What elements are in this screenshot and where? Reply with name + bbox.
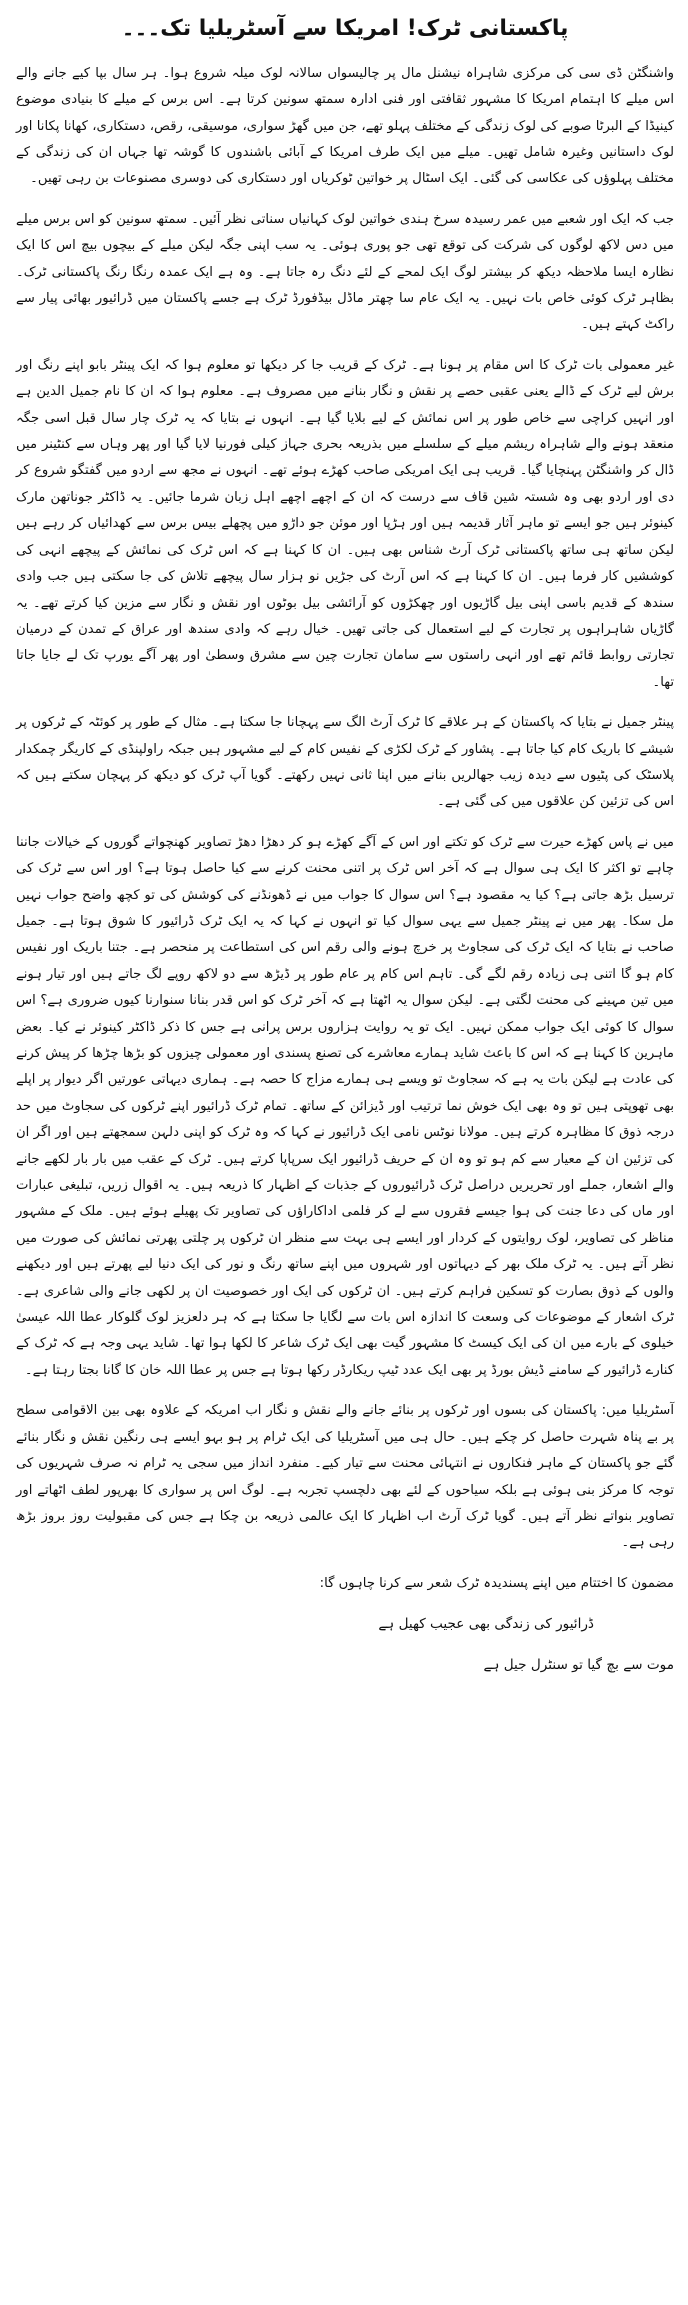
verse-line: موت سے بچ گیا تو سنٹرل جیل ہے	[483, 1657, 674, 1674]
paragraph: غیر معمولی بات ٹرک کا اس مقام پر ہونا ہے۔ ٹرک کے قریب جا کر دیکھا تو معلوم ہوا کہ ایک پینٹر بابو اپنے رنگ اور برش لیے ٹرک کے ڈالے یعنی عقبی حصے پر نقش و نگار بنانے میں مصروف ہے۔ معلوم ہوا کہ ان کا نام جمیل الدین ہے اور انہیں کراچی سے خاص طور پر اس نمائش کے لیے بلایا گیا ہے۔ انہوں نے بتایا کہ یہ ٹرک چار سال قبل اسی جگہ منعقد ہونے والے شاہراہ ریشم میلے کے سلسلے میں بذریعہ بحری جہاز کیلی فورنیا لایا گیا اور پھر وہاں سے کنٹینر میں ڈال کر واشنگٹن پہنچایا گیا۔ قریب ہی ایک امریکی صاحب کھڑے ہوئے تھے۔ انہوں نے مجھ سے اردو میں گفتگو شروع کر دی اور اردو بھی وہ شستہ شین قاف سے درست کہ ان کے اچھے اچھے اہل زبان شرما جائیں۔ یہ ڈاکٹر جوناتھن مارک کینوئر ہیں جو ایسے تو ماہر آثار قدیمہ ہیں اور ہڑپا اور موئن جو داڑو میں پچھلے بیس برس سے کھدائیاں کر رہے ہیں لیکن ساتھ ہی ساتھ پاکستانی ٹرک آرٹ شناس بھی ہیں۔ ان کا کہنا ہے کہ اس ٹرک کی نمائش کے پیچھے انہی کی کوششیں کار فرما ہیں۔ ان کا کہنا ہے کہ اس آرٹ کی جڑیں نو ہزار سال پیچھے تلاش کی جا سکتی ہیں جب وادی سندھ کے قدیم باسی اپنی بیل گاڑیوں اور چھکڑوں کو آرائشی بیل بوٹوں اور نقش و نگار سے مزین کیا کرتے تھے۔ یہ گاڑیاں شاہراہوں پر تجارت کے لیے استعمال کی جاتی تھیں۔ خیال رہے کہ وادی سندھ اور عراق کے تمدن کے درمیان تجارتی روابط قائم تھے اور انہی راستوں سے سامان تجارت چین سے مشرق وسطیٰ اور پھر آگے یورپ تک لے جایا جاتا تھا۔	[16, 357, 674, 690]
paragraph: واشنگٹن ڈی سی کی مرکزی شاہراہ نیشنل مال پر چالیسواں سالانہ لوک میلہ شروع ہوا۔ ہر سال بپا کیے جانے والے اس میلے کا اہتمام امریکا کا مشہور ثقافتی اور فنی ادارہ سمتھ سونین کرتا ہے۔ اس برس کے میلے کا بنیادی موضوع کینیڈا کے البرٹا صوبے کی لوک زندگی کے مختلف پہلو تھے، جن میں گھڑ سواری، موسیقی، رقص، دستکاری، کھانا پکانا اور لوک داستانیں وغیرہ شامل تھیں۔ میلے میں ایک طرف امریکا کے آبائی باشندوں کا گوشہ تھا جہاں ان کی زندگی کے مختلف پہلوؤں کی عکاسی کی گئی۔ ایک اسٹال پر خواتین ٹوکریاں اور دستکاری کی دوسری مصنوعات بن رہی تھیں۔	[16, 65, 674, 187]
paragraph: آسٹریلیا میں: پاکستان کی بسوں اور ٹرکوں پر بنائے جانے والے نقش و نگار اب امریکہ کے علاوہ بھی بین الاقوامی سطح پر بے پناہ شہرت حاصل کر چکے ہیں۔ حال ہی میں آسٹریلیا کی ایک ٹرام پر ہو بہو ایسے ہی رنگین نقش و نگار بنائے گئے جو پاکستان کے ماہر فنکاروں نے انتہائی محنت سے تیار کیے۔ منفرد انداز میں سجی یہ ٹرام نہ صرف شہریوں کی توجہ کا مرکز بنی ہوئی ہے بلکہ سیاحوں کے لئے بھی دلچسپ تجربہ ہے۔ لوگ اس پر سواری کا بھرپور لطف اٹھاتے اور تصاویر بنواتے نظر آتے ہیں۔ گویا ٹرک آرٹ اب اظہار کا ایک عالمی ذریعہ بن چکا ہے جس کی مقبولیت روز بروز بڑھ رہی ہے۔	[16, 1403, 674, 1551]
paragraph: میں نے پاس کھڑے حیرت سے ٹرک کو تکتے اور اس کے آگے کھڑے ہو کر دھڑا دھڑ تصاویر کھنچواتے گوروں کے خیالات جاننا چاہے تو اکثر کا ایک ہی سوال ہے کہ آخر اس ٹرک پر اتنی محنت کرنے سے کیا حاصل ہوتا ہے؟ اور اس سے ٹرک کی ترسیل بڑھ جاتی ہے؟ کیا یہ مقصود ہے؟ اس سوال کا جواب میں نے ڈھونڈنے کی کوشش کی تو کچھ واضح جواب نہیں مل سکا۔ پھر میں نے پینٹر جمیل سے یہی سوال کیا تو انہوں نے کہا کہ یہ ایک ٹرک ڈرائیور کا شوق ہوتا ہے۔ جمیل صاحب نے بتایا کہ ایک ٹرک کی سجاوٹ پر خرچ ہونے والی رقم اس کی استطاعت پر منحصر ہے۔ جتنا باریک اور نفیس کام ہو گا اتنی ہی زیادہ رقم لگے گی۔ تاہم اس کام پر عام طور پر ڈیڑھ سے دو لاکھ روپے لگ جاتے ہیں اور تیار ہونے میں تین مہینے کی محنت لگتی ہے۔ لیکن سوال یہ اٹھتا ہے کہ آخر ٹرک کو اس قدر بنانا سنوارنا کیوں ضروری ہے؟ اس سوال کا کوئی ایک جواب ممکن نہیں۔ ایک تو یہ روایت ہزاروں برس پرانی ہے جس کا ذکر ڈاکٹر کینوئر نے کیا۔ بعض ماہرین کا کہنا ہے کہ اس کا باعث شاید ہمارے معاشرے کی تصنع پسندی اور معمولی چیزوں کو بڑھا چڑھا کر پیش کرنے کی عادت ہے لیکن بات یہ ہے کہ سجاوٹ تو ویسے ہی ہمارے مزاج کا حصہ ہے۔ ہماری دیہاتی عورتیں اگر دیوار پر اپلے بھی تھوپتی ہیں تو وہ بھی ایک خوش نما ترتیب اور ڈیزائن کے ساتھ۔ تمام ٹرک ڈرائیور اپنے ٹرکوں کی سجاوٹ میں حد درجہ ذوق کا مظاہرہ کرتے ہیں۔ مولانا نوٹس نامی ایک ڈرائیور نے کہا کہ وہ ٹرک کو اپنی دلہن سمجھتے ہیں اور اگر ان کی تزئین ان کے معیار سے کم ہو تو وہ ان کے حریف ڈرائیور ایک سرپاپا کرتے ہیں۔ ٹرک کے عقب میں بار بار لکھے جانے والے اشعار، جملے اور تحریریں دراصل ٹرک ڈرائیوروں کے جذبات کے اظہار کا ذریعہ ہیں۔ یہ اقوال زریں، تبلیغی عبارات اور ماں کی دعا جنت کی ہوا جیسے فقروں سے لے کر فلمی اداکاراؤں کی تصاویر تک پھیلے ہوئے ہیں۔ ملک کے مشہور مناظر کی تصاویر، لوک روایتوں کے کردار اور ایسے ہی بہت سے منظر ان ٹرکوں پر چلتی پھرتی نمائش کی صورت میں نظر آتے ہیں۔ یہ ٹرک ملک بھر کے دیہاتوں اور شہروں میں اپنے ساتھ رنگ و نور کی ایک دنیا لیے پھرتے ہیں اور دیکھنے والوں کے ذوق بصارت کو تسکین فراہم کرتے ہیں۔ ان ٹرکوں کی ایک اور خصوصیت ان پر لکھی جانے والی شاعری ہے۔ ٹرک اشعار کے موضوعات کی وسعت کا اندازہ اس بات سے لگایا جا سکتا ہے کہ ہر دلعزیز لوک گلوکار عطا اللہ عیسیٰ خیلوی کے بارے میں ان کی ایک کیسٹ کا مشہور گیت بھی ایک ٹرک شاعر کا لکھا ہوا تھا۔ شاید یہی وجہ ہے کہ ٹرک کے کنارے ڈرائیور کے سامنے ڈیش بورڈ پر بھی ایک عدد ٹیپ ریکارڈر رکھا ہوتا ہے جس پر عطا اللہ خان کا گانا بجتا رہتا ہے۔	[16, 834, 674, 1378]
paragraph: مضمون کا اختتام میں اپنے پسندیدہ ٹرک شعر سے کرنا چاہوں گا:	[319, 1575, 674, 1591]
verse-line: ڈرائیور کی زندگی بھی عجیب کھیل ہے	[378, 1616, 594, 1633]
paragraph: پینٹر جمیل نے بتایا کہ پاکستان کے ہر علاقے کا ٹرک آرٹ الگ سے پہچانا جا سکتا ہے۔ مثال کے طور پر کوئٹہ کے ٹرکوں پر شیشے کا باریک کام کیا جاتا ہے۔ پشاور کے ٹرک لکڑی کے نفیس کام کے لیے مشہور ہیں جبکہ راولپنڈی کے کاریگر چمکدار پلاسٹک کی پٹیوں سے دیدہ زیب جھالریں بنانے میں اپنا ثانی نہیں رکھتے۔ گویا آپ ٹرک کو دیکھ کر پہچان سکتے ہیں کہ اس کی تزئین کن علاقوں میں کی گئی ہے۔	[16, 715, 674, 810]
article-title: پاکستانی ٹرک! امریکا سے آسٹریلیا تک۔۔۔	[121, 16, 569, 41]
paragraph: جب کہ ایک اور شعبے میں عمر رسیدہ سرخ ہندی خواتین لوک کہانیاں سناتی نظر آئیں۔ سمتھ سونین کو اس برس میلے میں دس لاکھ لوگوں کی شرکت کی توقع تھی جو پوری ہوئی۔ یہ سب اپنی جگہ لیکن میلے کے بیچوں بیچ اس کا ایک نظارہ ایسا ملاحظہ دیکھ کر بیشتر لوگ ایک لمحے کے لئے دنگ رہ جاتا ہے۔ وہ ہے ایک عمدہ رنگا رنگ پاکستانی ٹرک۔ بظاہر ٹرک کوئی خاص بات نہیں۔ یہ ایک عام سا چھتر ماڈل بیڈفورڈ ٹرک ہے جسے پاکستان میں ڈرائیور بھائی پیار سے راکٹ کہتے ہیں۔	[16, 211, 674, 333]
